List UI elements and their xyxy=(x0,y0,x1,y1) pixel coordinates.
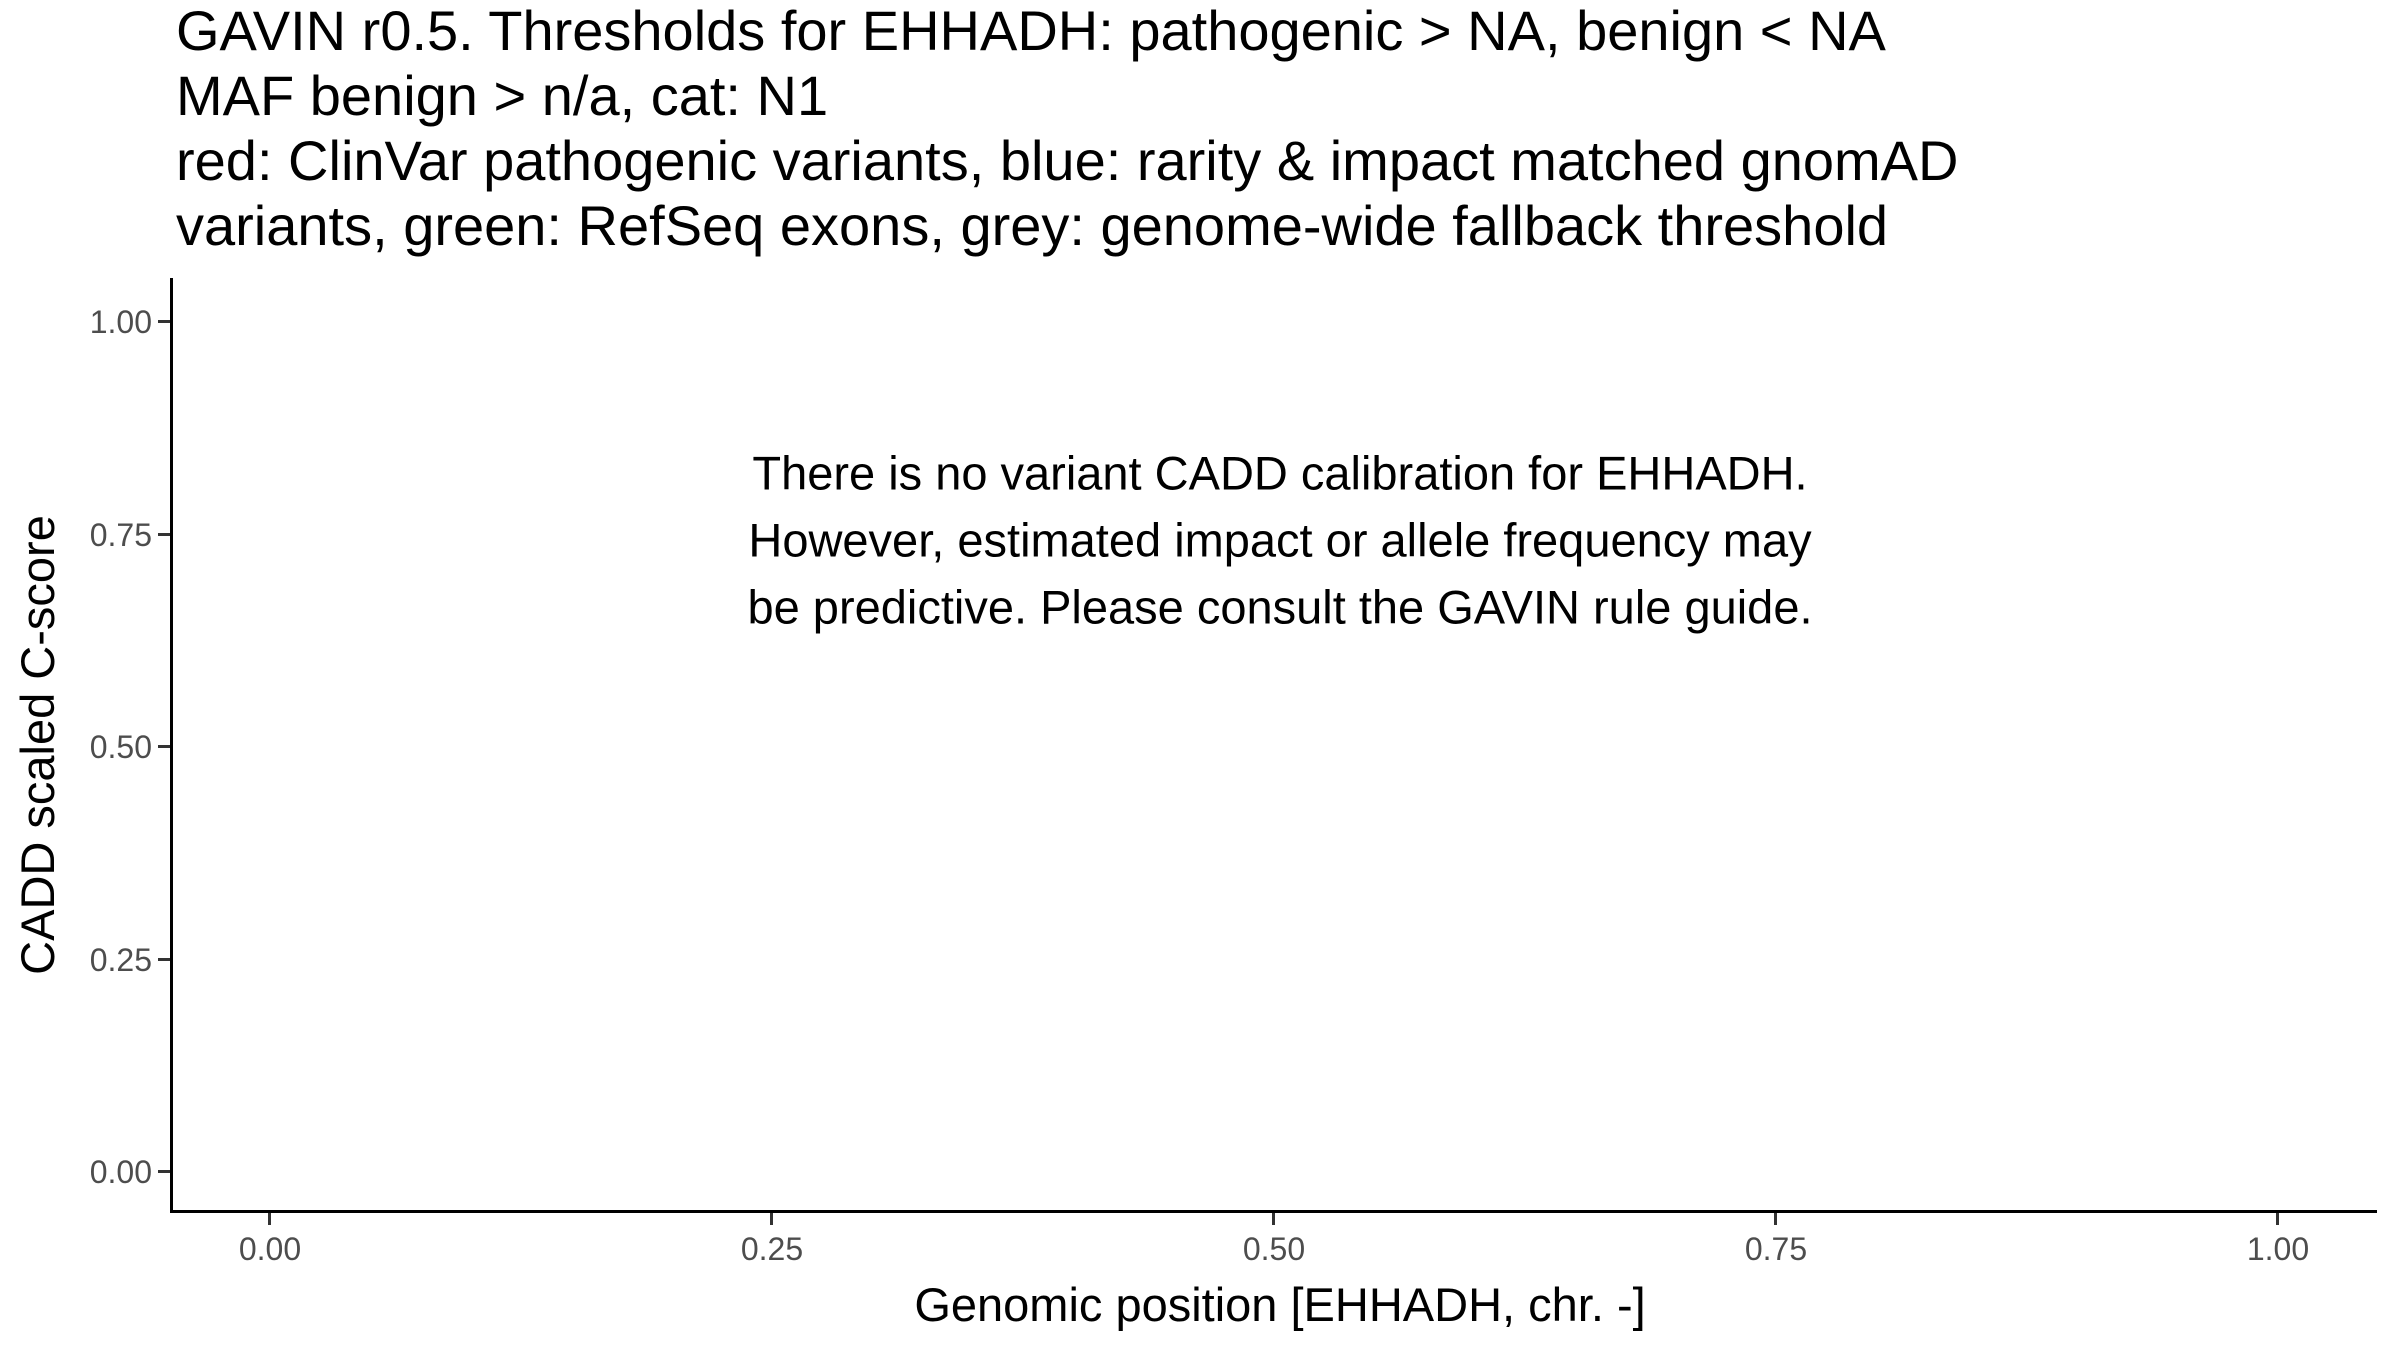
x-tick-mark-1.00 xyxy=(2276,1213,2279,1225)
y-tick-mark-0.00 xyxy=(158,1170,170,1173)
y-tick-mark-0.25 xyxy=(158,958,170,961)
x-tick-label-0.25: 0.25 xyxy=(740,1231,804,1267)
x-tick-mark-0.00 xyxy=(268,1213,271,1225)
chart-title-line-2: MAF benign > n/a, cat: N1 xyxy=(176,64,829,127)
y-tick-mark-0.75 xyxy=(158,533,170,536)
y-tick-label-0.00: 0.00 xyxy=(89,1154,152,1190)
no-calibration-annotation xyxy=(747,440,1812,641)
plot-panel xyxy=(170,278,2377,1213)
chart-title-line-1: GAVIN r0.5. Thresholds for EHHADH: pathogenic > NA, benign < NA xyxy=(176,0,1886,62)
chart-title-line-4: variants, green: RefSeq exons, grey: genome-wide fallback threshold xyxy=(176,194,1889,257)
y-tick-label-0.50: 0.50 xyxy=(89,729,152,765)
x-tick-label-1.00: 1.00 xyxy=(2246,1231,2310,1267)
x-tick-mark-0.25 xyxy=(770,1213,773,1225)
y-tick-mark-1.00 xyxy=(158,320,170,323)
x-tick-label-0.75: 0.75 xyxy=(1744,1231,1808,1267)
x-tick-label-0.50: 0.50 xyxy=(1242,1231,1306,1267)
y-tick-label-0.75: 0.75 xyxy=(89,517,152,553)
y-tick-label-0.25: 0.25 xyxy=(89,942,152,978)
x-tick-label-0.00: 0.00 xyxy=(238,1231,302,1267)
y-tick-label-1.00: 1.00 xyxy=(89,304,152,340)
y-axis-title: CADD scaled C-score xyxy=(11,515,64,975)
x-tick-mark-0.50 xyxy=(1272,1213,1275,1225)
chart-title-line-3: red: ClinVar pathogenic variants, blue: rarity & impact matched gnomAD xyxy=(176,129,1959,192)
x-tick-mark-0.75 xyxy=(1774,1213,1777,1225)
annotation-line-2: However, estimated impact or allele frequency may xyxy=(748,513,1812,567)
annotation-line-3: be predictive. Please consult the GAVIN rule guide. xyxy=(747,580,1813,634)
y-tick-mark-0.50 xyxy=(158,745,170,748)
chart-title xyxy=(176,0,1958,258)
x-axis-title: Genomic position [EHHADH, chr. -] xyxy=(914,1278,1646,1331)
annotation-line-1: There is no variant CADD calibration for EHHADH. xyxy=(752,446,1808,500)
